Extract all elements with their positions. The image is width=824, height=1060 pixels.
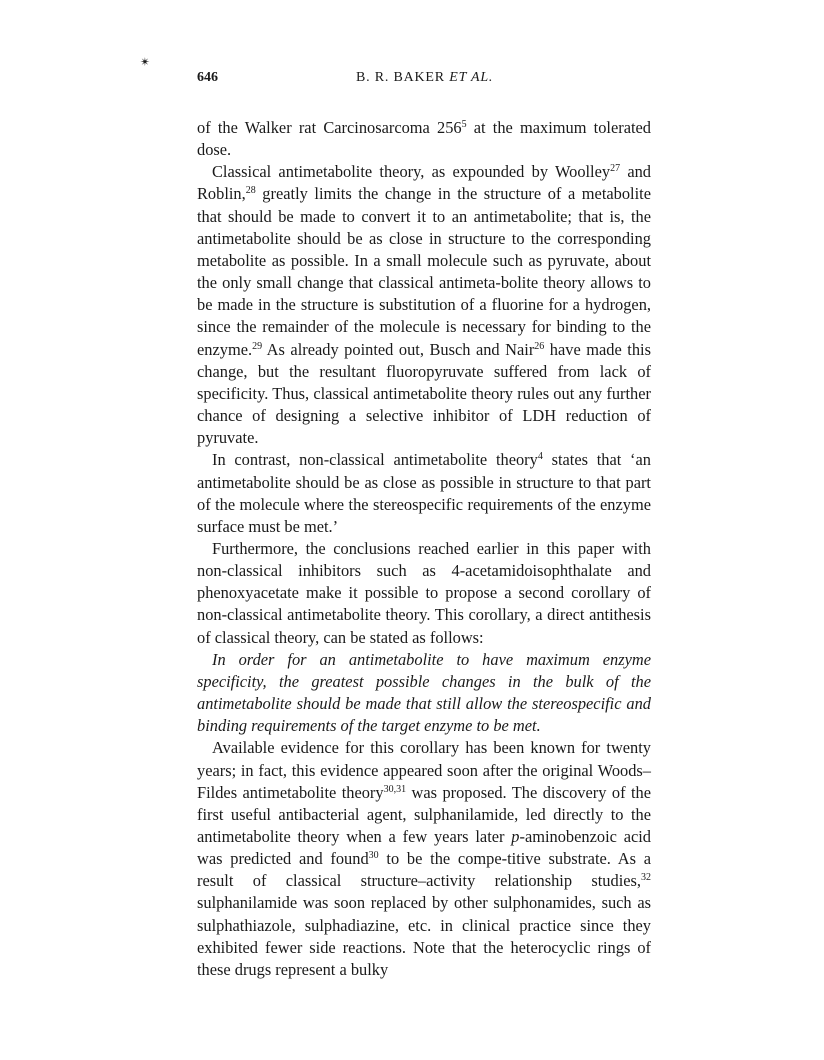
citation-superscript: 5 bbox=[461, 119, 467, 130]
citation-superscript: 32 bbox=[641, 872, 651, 884]
citation-superscript: 29 bbox=[252, 340, 263, 352]
paragraph-2 bbox=[197, 161, 651, 449]
text-run: Available evidence for this corollary has been known for twenty years; in fact, this evidence appeared soon after the original Woods–Fildes antimetabolite theory bbox=[197, 738, 651, 802]
page-number: 646 bbox=[197, 70, 218, 85]
text-run: Classical antimetabolite theory, as expounded by Woolley bbox=[212, 162, 611, 182]
paragraph-6 bbox=[197, 737, 651, 981]
paragraph-1 bbox=[197, 117, 651, 161]
text-run: have made this change, but the resultant fluoropyruvate suffered from lack of specificity. Thus, classical antimetabolite theory rules out any further chance of designing a selective inhibitor of LDH reduction of pyruvate. bbox=[197, 339, 651, 448]
scan-mark: ✴ bbox=[140, 55, 151, 69]
citation-superscript: 30,31 bbox=[383, 783, 407, 795]
page bbox=[197, 60, 651, 981]
body-text bbox=[197, 117, 651, 981]
text-run: and Roblin, bbox=[197, 162, 652, 204]
paragraph-3 bbox=[197, 449, 651, 538]
text-run: Furthermore, the conclusions reached earlier in this paper with non-classical inhibitors such as 4-acetamidoisophthalate and phenoxyacetate make it possible to propose a second corollary of non-classical antimetabolite theory. This corollary, a direct antithesis of classical theory, can be stated as follows: bbox=[197, 538, 651, 647]
running-head-authors: B. R. BAKER bbox=[356, 70, 445, 85]
paragraph-4 bbox=[197, 538, 651, 649]
italic-text: p bbox=[511, 827, 520, 846]
text-run: greatly limits the change in the structure of a metabolite that should be made to convert it to an antimetabolite; that is, the antimetabolite should be as close in structure to the corresponding metabolite as possible. In a small molecule such as pyruvate, about the only small change that classical antimeta-bolite theory allows to be made in the structure is substitution of a fluorine for a hydrogen, since the remainder of the molecule is necessary for binding to the enzyme. bbox=[197, 184, 651, 359]
citation-superscript: 4 bbox=[537, 451, 543, 463]
running-head-etal: ET AL. bbox=[449, 70, 494, 85]
text-run: states that ‘an antimetabolite should be as close as possible in structure to that part of the molecule where the stereospecific requirements of the enzyme surface must be met.’ bbox=[197, 450, 651, 536]
text-run: was proposed. The discovery of the first useful antibacterial agent, sulphanilamide, led directly to the antimetabolite theory when a few years later bbox=[197, 782, 651, 846]
text-run: In contrast, non-classical antimetabolite theory bbox=[212, 450, 538, 470]
text-run: In order for an antimetabolite to have maximum enzyme specificity, the greatest possible changes in the bulk of the antimetabolite should be made that still allow the stereospecific and binding requirements of the target enzyme to be met. bbox=[197, 649, 651, 736]
page-header bbox=[197, 60, 651, 86]
citation-superscript: 26 bbox=[534, 340, 545, 352]
citation-superscript: 30 bbox=[368, 850, 379, 862]
text-run: sulphanilamide was soon replaced by other sulphonamides, such as sulphathiazole, sulphadiazine, etc. in clinical practice since they exhibited fewer side reactions. Note that the heterocyclic rings of these drugs represent a bulky bbox=[197, 893, 651, 979]
text-run: -aminobenzoic acid was predicted and found bbox=[197, 827, 651, 869]
citation-superscript: 28 bbox=[245, 185, 256, 197]
text-run: As already pointed out, Busch and Nair bbox=[262, 339, 535, 359]
paragraph-corollary bbox=[197, 649, 651, 738]
text-run: to be the compe-titive substrate. As a result of classical structure–activity relationship studies, bbox=[197, 849, 651, 891]
text-run: of the Walker rat Carcinosarcoma 256 bbox=[197, 118, 462, 137]
running-head bbox=[356, 70, 493, 86]
text-run: at the maximum tolerated dose. bbox=[197, 118, 651, 160]
citation-superscript: 27 bbox=[610, 163, 621, 175]
